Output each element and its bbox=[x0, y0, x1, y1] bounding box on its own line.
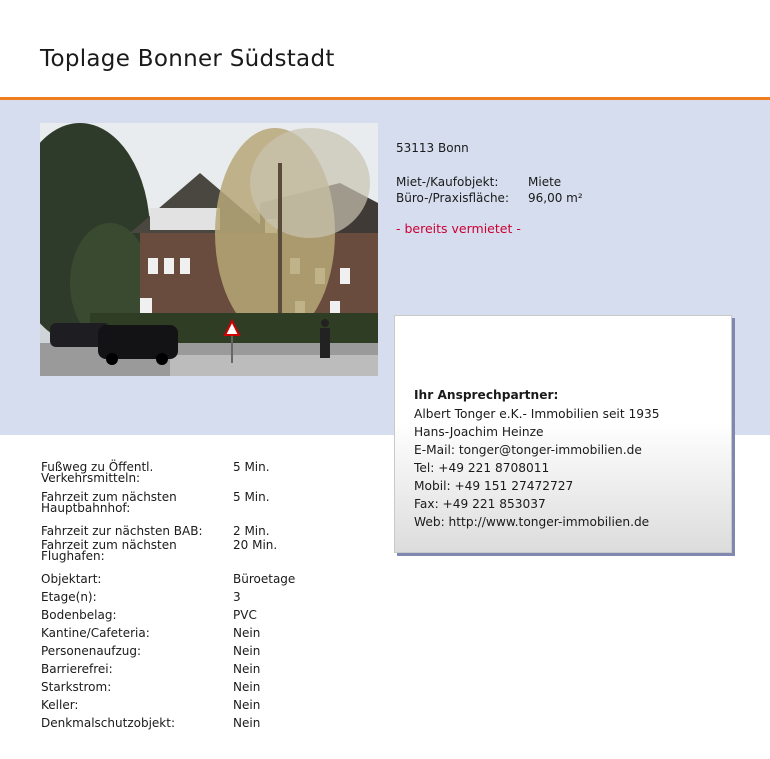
page-title: Toplage Bonner Südstadt bbox=[40, 46, 335, 72]
detail-label: Bodenbelag: bbox=[41, 608, 117, 622]
detail-label: Starkstrom: bbox=[41, 680, 112, 694]
detail-row bbox=[41, 660, 295, 678]
contact-card bbox=[394, 315, 732, 553]
detail-value: Büroetage bbox=[233, 572, 296, 586]
detail-label: Denkmalschutzobjekt: bbox=[41, 716, 175, 730]
detail-value: Nein bbox=[233, 680, 261, 694]
detail-label: Fahrzeit zum nächsten Hauptbahnhof: bbox=[41, 490, 177, 515]
contact-web[interactable]: Web: http://www.tonger-immobilien.de bbox=[414, 515, 650, 529]
detail-label: Fahrzeit zur nächsten BAB: bbox=[41, 524, 203, 538]
detail-label: Fußweg zu Öffentl. Verkehrsmitteln: bbox=[41, 460, 154, 485]
detail-row bbox=[41, 714, 295, 732]
detail-row bbox=[41, 678, 295, 696]
detail-row bbox=[41, 570, 295, 588]
detail-label: Objektart: bbox=[41, 572, 102, 586]
status-badge: - bereits vermietet - bbox=[396, 221, 521, 236]
contact-fax: Fax: +49 221 853037 bbox=[414, 497, 546, 511]
summary-facts bbox=[396, 140, 583, 237]
detail-value: Nein bbox=[233, 644, 261, 658]
fact-value: 96,00 m² bbox=[528, 191, 583, 205]
contact-heading: Ihr Ansprechpartner: bbox=[414, 388, 559, 402]
fact-label: Miet-/Kaufobjekt: bbox=[396, 175, 499, 189]
detail-label: Etage(n): bbox=[41, 590, 97, 604]
detail-value: Nein bbox=[233, 716, 261, 730]
building-photo bbox=[40, 123, 378, 376]
detail-value: Nein bbox=[233, 698, 261, 712]
detail-row bbox=[41, 588, 295, 606]
detail-value: 5 Min. bbox=[233, 460, 270, 474]
detail-value: 5 Min. bbox=[233, 490, 270, 504]
detail-row bbox=[41, 642, 295, 660]
contact-mobile: Mobil: +49 151 27472727 bbox=[414, 479, 574, 493]
detail-row bbox=[41, 606, 295, 624]
detail-value: PVC bbox=[233, 608, 257, 622]
location: 53113 Bonn bbox=[396, 141, 469, 155]
detail-label: Fahrzeit zum nächsten Flughafen: bbox=[41, 538, 177, 563]
details-list bbox=[41, 462, 295, 732]
detail-label: Keller: bbox=[41, 698, 79, 712]
contact-person: Hans-Joachim Heinze bbox=[414, 425, 544, 439]
detail-row bbox=[41, 540, 295, 570]
fact-label: Büro-/Praxisfläche: bbox=[396, 191, 509, 205]
contact-phone: Tel: +49 221 8708011 bbox=[414, 461, 550, 475]
contact-company: Albert Tonger e.K.- Immobilien seit 1935 bbox=[414, 407, 660, 421]
fact-value: Miete bbox=[528, 175, 562, 189]
detail-value: Nein bbox=[233, 662, 261, 676]
detail-label: Kantine/Cafeteria: bbox=[41, 626, 150, 640]
fact-row bbox=[396, 174, 583, 190]
detail-value: Nein bbox=[233, 626, 261, 640]
detail-row bbox=[41, 696, 295, 714]
detail-row bbox=[41, 462, 295, 492]
detail-label: Personenaufzug: bbox=[41, 644, 142, 658]
detail-value: 20 Min. bbox=[233, 538, 278, 552]
detail-row bbox=[41, 492, 295, 522]
detail-label: Barrierefrei: bbox=[41, 662, 113, 676]
detail-row bbox=[41, 624, 295, 642]
fact-row bbox=[396, 190, 583, 206]
contact-email[interactable]: E-Mail: tonger@tonger-immobilien.de bbox=[414, 443, 642, 457]
detail-value: 3 bbox=[233, 590, 241, 604]
detail-value: 2 Min. bbox=[233, 524, 270, 538]
